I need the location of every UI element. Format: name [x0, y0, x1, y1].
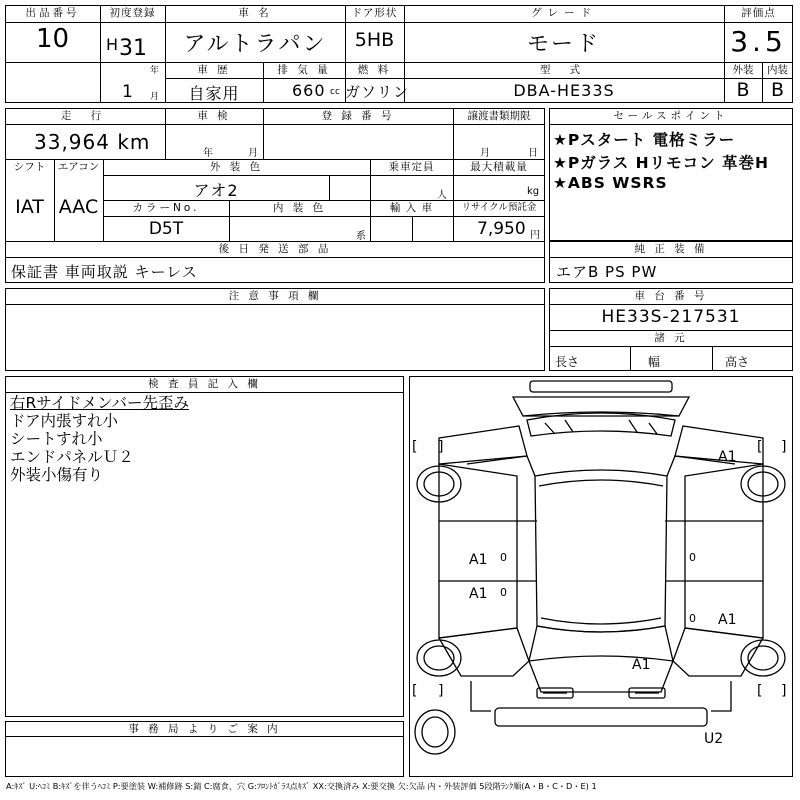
chassis-number: HE33S-217531 [601, 307, 741, 327]
transfer-deadline-label: 譲渡書類期限 [467, 110, 531, 122]
lot-number: 10 [35, 24, 70, 54]
mileage: 33,964 km [34, 130, 151, 154]
car-diagram [409, 376, 793, 777]
later-parts: 保証書 車両取説 キーレス [11, 263, 198, 281]
diagram-bracket-open: [ [412, 439, 418, 455]
diagram-bracket-open: [ [757, 439, 763, 455]
exterior-label: 外装 [732, 64, 754, 76]
first-registration-label: 初度登録 [109, 7, 156, 19]
door-type: 5HB [354, 29, 395, 51]
capacity-label: 乗車定員 [388, 161, 435, 173]
width-label: 幅 [648, 355, 661, 369]
inspector-note: 右Rサイドメンバー先歪み [10, 394, 189, 412]
damage-mark: U2 [704, 731, 724, 747]
color-number: D5T [148, 219, 184, 239]
shift-label: シフト [13, 161, 46, 173]
model-code-label: 型 式 [539, 64, 589, 76]
dimensions-label: 諸 元 [654, 332, 688, 344]
car-name-label: 車 名 [238, 7, 272, 19]
door-type-label: ドア形状 [351, 7, 398, 19]
inspector-notes-label: 検 査 員 記 入 欄 [148, 378, 261, 390]
inspection-year-unit: 年 [203, 148, 213, 159]
length-label: 長さ [555, 355, 580, 369]
damage-mark: A1 [469, 552, 488, 568]
history-label: 車 歴 [197, 64, 231, 76]
color-number-label: カラーNo. [132, 202, 200, 214]
door-handle-mark: 0 [500, 586, 507, 599]
aircon-label: エアコン [57, 161, 100, 173]
office-notice-label: 事 務 局 よ り ご 案 内 [128, 723, 281, 735]
legend-text: A:ｷｽﾞ U:ﾍｺﾐ B:ｷｽﾞを伴うﾍｺﾐ P:要塗装 W:補修跡 S:錆 C:腐食、穴 G:ﾌﾛﾝﾄｶﾞﾗｽ点ｷｽﾞ XX:交換済み X:要交換 欠:欠品 内・外装評価 5段階ﾗﾝｸ順(A・B・C・D・E) 1 [6, 781, 597, 791]
displacement-unit: cc [330, 87, 340, 97]
grade-label: グレード [531, 7, 597, 19]
mileage-label: 走 行 [60, 110, 110, 122]
inspector-note: エンドパネルＵ２ [10, 448, 134, 466]
sales-point-line: ★Pガラス Hリモコン 革巻H [553, 154, 770, 172]
door-handle-mark: 0 [689, 612, 696, 625]
interior-color-unit: 系 [356, 231, 366, 242]
diagram-bracket-open: [ [412, 683, 418, 699]
damage-mark: A1 [469, 586, 488, 602]
displacement-label: 排 気 量 [277, 64, 331, 76]
diagram-bracket-close: ] [438, 683, 444, 699]
equipment-label: 純 正 装 備 [634, 243, 708, 255]
transfer-month-unit: 月 [480, 148, 490, 159]
era-letter: H [106, 35, 119, 54]
load-unit: kg [527, 186, 540, 197]
notes-label: 注 意 事 項 欄 [228, 290, 322, 302]
exterior-color: アオ2 [193, 181, 239, 200]
month-unit: 月 [150, 92, 160, 102]
interior-grade: B [770, 79, 785, 101]
score-label: 評価点 [741, 7, 776, 19]
year-unit: 年 [150, 66, 160, 76]
aircon: AAC [58, 196, 99, 218]
damage-mark: A1 [718, 449, 737, 465]
equipment: エアB PS PW [556, 263, 658, 281]
recycle-unit: 円 [530, 230, 540, 241]
door-handle-mark: 0 [500, 551, 507, 564]
registration-month: 1 [122, 82, 133, 102]
exterior-color-label: 外 装 色 [209, 161, 264, 173]
inspector-note: 外装小傷有り [10, 466, 104, 484]
fuel-label: 燃 料 [357, 64, 392, 76]
import-label: 輸 入 車 [389, 202, 434, 214]
registration-number-label: 登 録 番 号 [321, 110, 395, 122]
history: 自家用 [188, 84, 240, 103]
displacement: 660 [292, 81, 326, 100]
damage-mark: A1 [632, 657, 651, 673]
score: 3.5 [730, 25, 787, 58]
transfer-day-unit: 日 [528, 148, 538, 159]
damage-mark: A1 [718, 612, 737, 628]
inspection-month-unit: 月 [248, 148, 258, 159]
inspector-note: ドア内張すれ小 [10, 412, 119, 430]
inspector-note: シートすれ小 [10, 430, 103, 448]
capacity-unit: 人 [437, 190, 447, 201]
height-label: 高さ [725, 355, 750, 369]
diagram-bracket-close: ] [781, 439, 787, 455]
diagram-bracket-close: ] [438, 439, 444, 455]
lot-label: 出品番号 [25, 7, 80, 19]
diagram-bracket-open: [ [757, 683, 763, 699]
inspection-label: 車 検 [197, 110, 231, 122]
shift: IAT [15, 196, 44, 218]
max-load-label: 最大積載量 [470, 161, 528, 173]
grade: モード [526, 32, 602, 57]
recycle-deposit-label: リサイクル預託金 [461, 202, 537, 213]
sales-points-label: セールスポイント [613, 110, 729, 122]
exterior-grade: B [736, 79, 750, 101]
door-handle-mark: 0 [689, 551, 696, 564]
later-parts-label: 後 日 発 送 部 品 [218, 243, 332, 255]
diagram-bracket-close: ] [781, 683, 787, 699]
recycle-deposit: 7,950 [477, 219, 526, 239]
registration-year: 31 [119, 36, 147, 61]
model-code: DBA-HE33S [513, 81, 615, 100]
car-name: アルトラパン [183, 32, 327, 57]
interior-color-label: 内 装 色 [272, 202, 327, 214]
sales-point-line: ★ABS WSRS [553, 174, 668, 192]
interior-label: 内装 [767, 64, 788, 76]
fuel: ガソリン [345, 83, 410, 101]
sales-point-line: ★Pスタート 電格ミラー [553, 131, 736, 149]
chassis-number-label: 車 台 番 号 [634, 290, 708, 302]
